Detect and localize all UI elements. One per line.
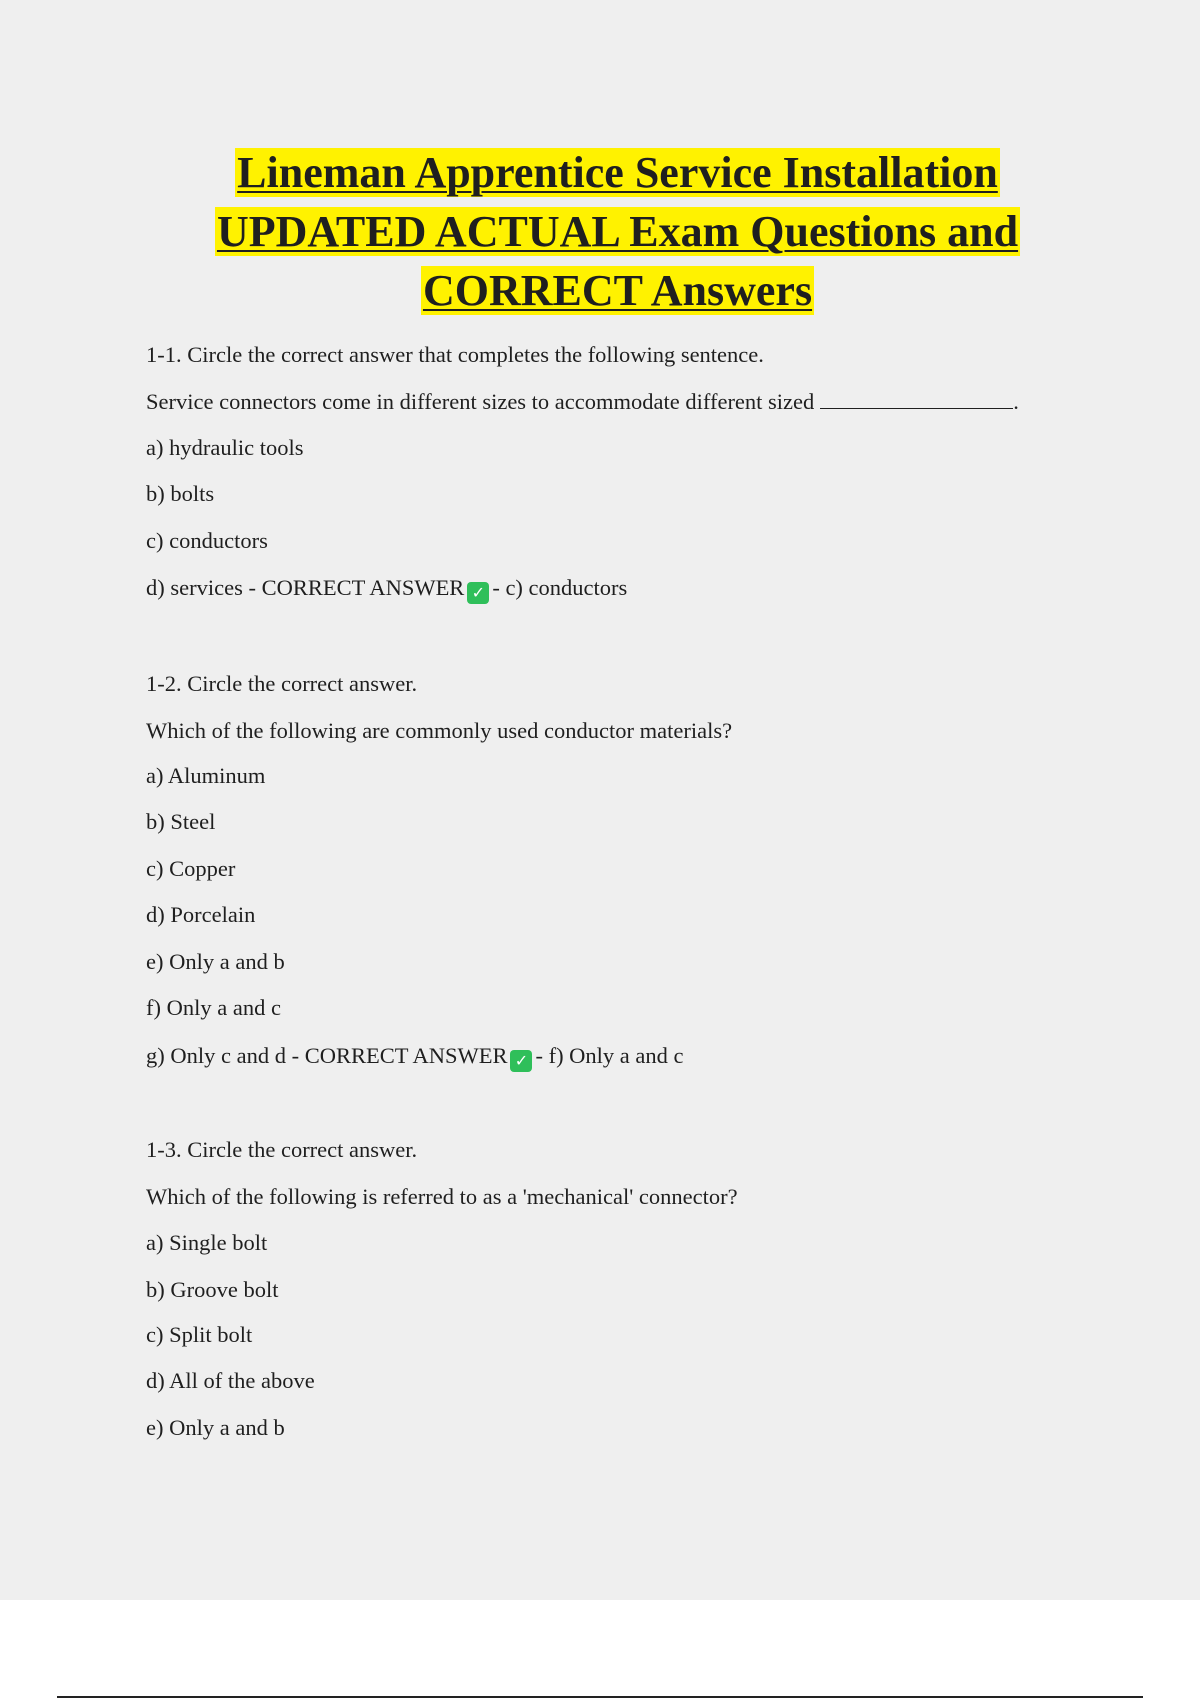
title-line: UPDATED ACTUAL Exam Questions and — [216, 207, 1019, 256]
question-2-prompt: Which of the following are commonly used conductor materials? — [146, 718, 733, 743]
question-2-option-a: a) Aluminum — [146, 763, 266, 788]
question-2-option-c: c) Copper — [146, 856, 236, 881]
question-2-option-d: d) Porcelain — [146, 902, 256, 927]
question-3-option-a: a) Single bolt — [146, 1230, 268, 1255]
question-1-option-b: b) bolts — [146, 481, 215, 506]
question-1-answer-line: d) services - CORRECT ANSWER ✓ - c) conductors — [146, 575, 628, 602]
answer-blank — [820, 390, 1013, 409]
footer-divider — [57, 1696, 1143, 1698]
question-3-option-e: e) Only a and b — [146, 1415, 285, 1440]
question-3-prompt: Which of the following is referred to as a 'mechanical' connector? — [146, 1184, 738, 1209]
question-2-option-f: f) Only a and c — [146, 995, 281, 1020]
check-mark-icon: ✓ — [467, 582, 489, 604]
question-1-option-a: a) hydraulic tools — [146, 435, 304, 460]
question-2-answer-line: g) Only c and d - CORRECT ANSWER ✓ - f) Only a and c — [146, 1043, 684, 1070]
title-line: Lineman Apprentice Service Installation — [237, 148, 998, 197]
question-2-option-e: e) Only a and b — [146, 949, 285, 974]
title-line: CORRECT Answers — [422, 266, 813, 315]
question-1-option-c: c) conductors — [146, 528, 268, 553]
question-3-option-c: c) Split bolt — [146, 1322, 253, 1347]
question-3-instruction: 1-3. Circle the correct answer. — [146, 1137, 418, 1162]
question-2-option-b: b) Steel — [146, 809, 216, 834]
question-2-instruction: 1-2. Circle the correct answer. — [146, 671, 418, 696]
check-mark-icon: ✓ — [510, 1050, 532, 1072]
question-3-option-d: d) All of the above — [146, 1368, 315, 1393]
question-1-instruction: 1-1. Circle the correct answer that completes the following sentence. — [146, 342, 764, 367]
question-1-prompt: Service connectors come in different sizes to accommodate different sized . — [146, 389, 1019, 414]
question-3-option-b: b) Groove bolt — [146, 1277, 279, 1302]
document-title — [0, 143, 1200, 320]
